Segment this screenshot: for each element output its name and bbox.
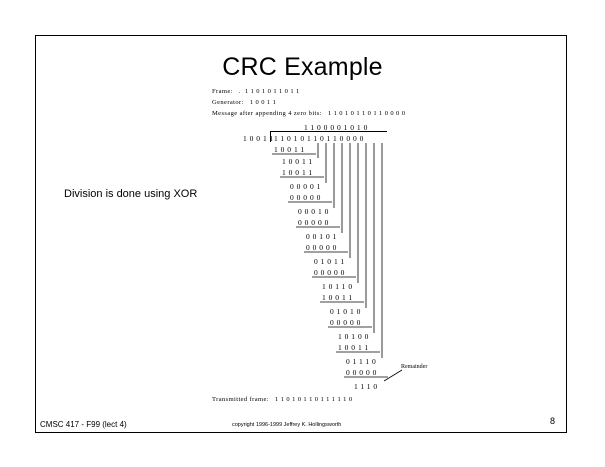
- dividend: 11010110110000: [274, 134, 367, 143]
- frame-line: Frame: . 1 1 0 1 0 1 1 0 1 1: [212, 88, 300, 95]
- transmitted-frame: Transmitted frame: 1 1 0 1 0 1 1 0 1 1 1 1 1 0: [212, 396, 353, 403]
- step-3-subtrahend: 00000: [290, 193, 324, 202]
- step-1-subtrahend: 10011: [274, 145, 307, 154]
- slide-title: CRC Example: [222, 53, 383, 81]
- step-9-partial: 10100: [338, 332, 372, 341]
- step-8-partial: 01010: [330, 307, 364, 316]
- step-6-subtrahend: 00000: [314, 268, 348, 277]
- generator-line: Generator: 1 0 0 1 1: [212, 99, 277, 106]
- step-10-subtrahend: 00000: [346, 368, 380, 377]
- course-footer: CMSC 417 - F99 (lect 4): [40, 420, 127, 429]
- step-7-subtrahend: 10011: [322, 293, 355, 302]
- step-7-partial: 10110: [322, 282, 355, 291]
- step-2-subtrahend: 10011: [282, 168, 315, 177]
- step-9-subtrahend: 10011: [338, 343, 371, 352]
- remainder-label: Remainder: [401, 364, 428, 370]
- step-5-partial: 00101: [306, 232, 340, 241]
- step-3-partial: 00001: [290, 182, 324, 191]
- remainder-value: 1110: [354, 382, 381, 391]
- step-5-subtrahend: 00000: [306, 243, 340, 252]
- copyright-footer: copyright 1996-1999 Jeffrey K. Hollingsworth: [232, 422, 342, 428]
- step-10-partial: 01110: [346, 357, 379, 366]
- step-8-subtrahend: 00000: [330, 318, 364, 327]
- step-2-partial: 10011: [282, 157, 315, 166]
- step-4-subtrahend: 00000: [298, 218, 332, 227]
- divisor: 10011: [243, 134, 276, 143]
- page-number: 8: [550, 416, 556, 426]
- step-4-partial: 00010: [298, 207, 332, 216]
- slide-frame: [35, 35, 567, 433]
- quotient: 1100001010: [304, 123, 371, 132]
- message-line: Message after appending 4 zero bits: 1 1 0 1 0 1 1 0 1 1 0 0 0 0: [212, 110, 406, 117]
- step-6-partial: 01011: [314, 257, 347, 266]
- xor-note: Division is done using XOR: [64, 188, 198, 200]
